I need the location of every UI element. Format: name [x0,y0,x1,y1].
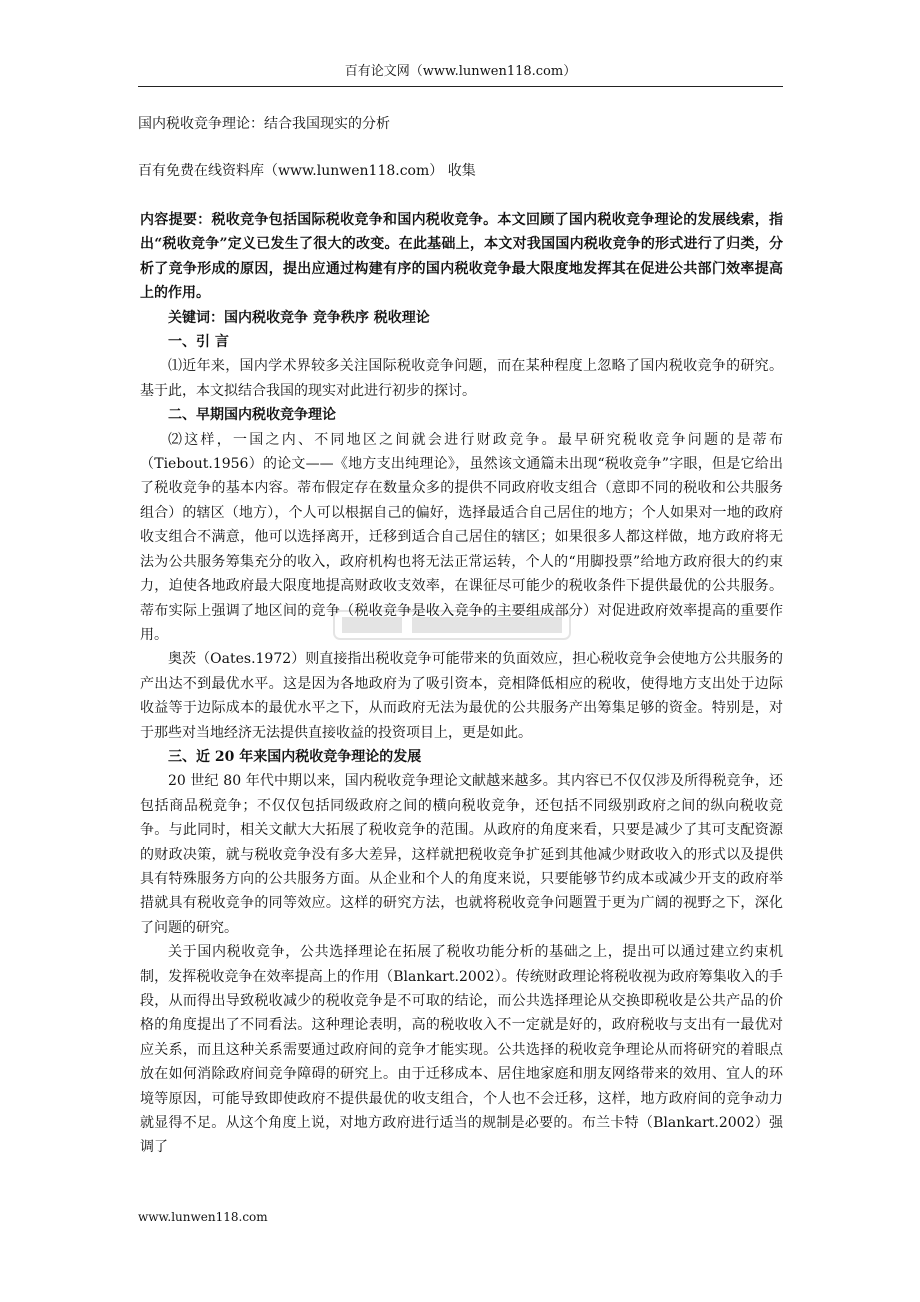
document-title: 国内税收竞争理论：结合我国现实的分析 [138,116,390,132]
collect-line: 百有免费在线资料库（www.lunwen118.com） 收集 [138,163,476,179]
paragraph: 关于国内税收竞争，公共选择理论在拓展了税收功能分析的基础之上，提出可以通过建立约束机制，发挥税收竞争在效率提高上的作用（Blankart.2002）。传统财政理论将税收视为政府筹集收入的手段，从而得出导致税收减少的税收竞争是不可取的结论，而公共选择理论从交换即税收是公共产品的价格的角度提出了不同看法。这种理论表明，高的税收收入不一定就是好的，政府税收与支出有一最优对应关系，而且这种关系需要通过政府间的竞争才能实现。公共选择的税收竞争理论从而将研究的着眼点放在如何消除政府间竞争障碍的研究上。由于迁移成本、居住地家庭和朋友网络带来的效用、宜人的环境等原因，可能导致即使政府不提供最优的收支组合，个人也不会迁移，这样，地方政府间的竞争动力就显得不足。从这个角度上说，对地方政府进行适当的规制是必要的。布兰卡特（Blankart.2002）强调了 [140,944,783,1156]
section-heading-intro: 一、引 言 [168,334,229,351]
section-heading-early-theory: 二、早期国内税收竞争理论 [168,407,336,424]
header-site-text: 百有论文网（www.lunwen118.com） [344,64,577,79]
section-heading-recent-development: 三、近 20 年来国内税收竞争理论的发展 [168,748,422,765]
page-header [138,62,783,87]
page-footer: www.lunwen118.com [138,1210,268,1224]
paragraph: ⑵这样，一国之内、不同地区之间就会进行财政竞争。最早研究税收竞争问题的是蒂布（Tiebout.1956）的论文——《地方支出纯理论》，虽然该文通篇未出现“税收竞争”字眼，但是它给出了税收竞争的基本内容。蒂布假定存在数量众多的提供不同政府收支组合（意即不同的税收和公共服务组合）的辖区（地方），个人可以根据自己的偏好，选择最适合自己居住的地方；个人如果对一地的政府收支组合不满意，他可以选择离开，迁移到适合自己居住的辖区；如果很多人都这样做，地方政府将无法为公共服务筹集充分的收入，政府机构也将无法正常运转，个人的“用脚投票”给地方政府很大的约束力，迫使各地政府最大限度地提高财政收支效率，在课征尽可能少的税收条件下提供最优的公共服务。蒂布实际上强调了地区间的竞争（税收竞争是收入竞争的主要组成部分）对促进政府效率提高的重要作用。 [140,431,783,643]
document-body [140,208,783,1160]
abstract: 内容提要：税收竞争包括国际税收竞争和国内税收竞争。本文回顾了国内税收竞争理论的发展线索，指出“税收竞争”定义已发生了很大的改变。在此基础上，本文对我国国内税收竞争的形式进行了归类，分析了竞争形成的原因，提出应通过构建有序的国内税收竞争最大限度地发挥其在促进公共部门效率提高上的作用。 [140,212,783,302]
keywords: 关键词：国内税收竞争 竞争秩序 税收理论 [168,309,430,326]
paragraph: 奥茨（Oates.1972）则直接指出税收竞争可能带来的负面效应，担心税收竞争会使地方公共服务的产出达不到最优水平。这是因为各地政府为了吸引资本，竞相降低相应的税收，使得地方支出处于边际收益等于边际成本的最优水平之下，从而政府无法为最优的公共服务产出筹集足够的资金。特别是，对于那些对当地经济无法提供直接收益的投资项目上，更是如此。 [140,651,783,741]
paragraph: 20 世纪 80 年代中期以来，国内税收竞争理论文献越来越多。其内容已不仅仅涉及所得税竞争，还包括商品税竞争；不仅仅包括同级政府之间的横向税收竞争，还包括不同级别政府之间的纵向税收竞争。与此同时，相关文献大大拓展了税收竞争的范围。从政府的角度来看，只要是减少了其可支配资源的财政决策，就与税收竞争没有多大差异，这样就把税收竞争扩延到其他减少财政收入的形式以及提供具有特殊服务方向的公共服务方面。从企业和个人的角度来说，只要能够节约成本或减少开支的政府举措就具有税收竞争的同等效应。这样的研究方法，也就将税收竞争问题置于更为广阔的视野之下，深化了问题的研究。 [140,773,783,936]
paragraph: ⑴近年来，国内学术界较多关注国际税收竞争问题，而在某种程度上忽略了国内税收竞争的研究。基于此，本文拟结合我国的现实对此进行初步的探讨。 [140,358,783,399]
